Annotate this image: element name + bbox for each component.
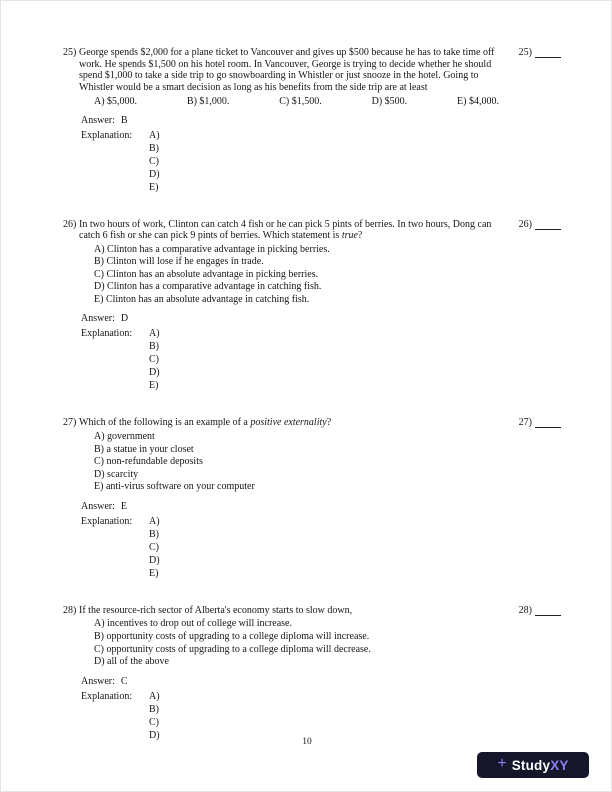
answer-label: Answer: xyxy=(81,114,115,126)
explanation-label: Explanation: xyxy=(81,129,133,141)
explanation-item: E) xyxy=(149,567,159,579)
answer-blank xyxy=(535,229,561,230)
choice-item: E) Clinton has an absolute advantage in catching fish. xyxy=(94,293,310,305)
explanation-item: C) xyxy=(149,716,159,728)
margin-question-number: 26) xyxy=(518,218,532,230)
margin-question-number: 27) xyxy=(518,417,532,429)
explanation-item: B) xyxy=(149,528,159,540)
explanation-item: C) xyxy=(149,354,159,366)
question-stem xyxy=(79,605,503,617)
question-number: 28) xyxy=(63,604,77,616)
answer-blank xyxy=(535,615,561,616)
explanation-item: D) xyxy=(149,729,160,741)
choice-item: A) $5,000. xyxy=(94,96,138,107)
explanation-label: Explanation: xyxy=(81,690,133,702)
answer-label: Answer: xyxy=(81,675,115,687)
choice-item: A) Clinton has a comparative advantage in picking berries. xyxy=(94,243,330,255)
logo-study-text: Study xyxy=(511,757,551,773)
choices-list xyxy=(79,242,503,307)
stem-text: If the resource-rich sector of Alberta's economy starts to slow down, xyxy=(79,604,353,616)
question-number: 26) xyxy=(63,218,77,230)
explanation-label: Explanation: xyxy=(81,515,133,527)
choices-list xyxy=(79,616,503,668)
answer-line xyxy=(81,676,561,688)
choice-item: A) incentives to drop out of college will increase. xyxy=(94,618,292,630)
choice-item: A) government xyxy=(94,430,155,442)
answer-value: D xyxy=(120,313,129,325)
stem-italic-text: positive externality xyxy=(250,417,327,429)
margin-answer-slot xyxy=(519,47,561,59)
choice-item: C) $1,500. xyxy=(279,96,322,107)
answer-blank xyxy=(535,57,561,58)
stem-text: George spends $2,000 for a plane ticket to Vancouver and gives up $500 because he has to take time off work. He spends $1,500 on his hotel room. In Vancouver, George is trying to decide whether he should spend $1,000 to take a side trip to go snowboarding in Whistler or just snooze in the hotel. Going to Whistler would be a smart decision as long as his benefits from the side trip are at least xyxy=(79,47,495,93)
answer-value: C xyxy=(120,675,128,687)
explanation-item: D) xyxy=(149,554,160,566)
studyxy-logo xyxy=(477,752,589,778)
choice-item: D) $500. xyxy=(371,96,408,107)
page-content xyxy=(63,47,561,767)
answer-value: E xyxy=(120,500,127,512)
question-block-27 xyxy=(63,417,561,579)
question-stem xyxy=(79,47,503,93)
margin-question-number: 28) xyxy=(518,604,532,616)
margin-answer-slot xyxy=(519,605,561,617)
answer-line xyxy=(81,115,561,127)
question-block-28 xyxy=(63,605,561,742)
choice-item: C) Clinton has an absolute advantage in picking berries. xyxy=(94,268,319,280)
explanation-item: A) xyxy=(149,690,160,702)
explanation-item: B) xyxy=(149,341,159,353)
choice-item: D) scarcity xyxy=(94,468,139,480)
page-number: 10 xyxy=(302,737,312,747)
choices-row xyxy=(79,93,503,108)
choice-item: B) a statue in your closet xyxy=(94,443,194,455)
explanation-item: B) xyxy=(149,142,159,154)
explanation-item: A) xyxy=(149,328,160,340)
choice-item: E) anti-virus software on your computer xyxy=(94,481,255,493)
plus-icon: + xyxy=(497,755,507,772)
question-number: 25) xyxy=(63,47,77,58)
choice-item: B) opportunity costs of upgrading to a college diploma will increase. xyxy=(94,631,370,643)
choice-item: C) opportunity costs of upgrading to a college diploma will decrease. xyxy=(94,643,371,655)
choice-item: C) non-refundable deposits xyxy=(94,456,203,468)
choice-item: B) $1,000. xyxy=(186,96,230,107)
stem-text: Which of the following is an example of a xyxy=(79,417,251,429)
explanation-item: D) xyxy=(149,367,160,379)
explanation-item: E) xyxy=(149,380,159,392)
answer-value: B xyxy=(120,114,128,126)
stem-text: ? xyxy=(326,417,332,429)
choice-item: B) Clinton will lose if he engages in trade. xyxy=(94,256,264,268)
explanation-label: Explanation: xyxy=(81,328,133,340)
margin-answer-slot xyxy=(519,417,561,429)
choice-item: D) Clinton has a comparative advantage in catching fish. xyxy=(94,281,322,293)
explanation-item: B) xyxy=(149,703,159,715)
explanation-block xyxy=(81,327,561,392)
explanation-block xyxy=(81,129,561,194)
question-stem xyxy=(79,219,503,242)
question-number: 27) xyxy=(63,417,77,429)
question-block-26 xyxy=(63,219,561,393)
logo-xy-text: XY xyxy=(550,757,569,773)
explanation-item: C) xyxy=(149,155,159,167)
margin-question-number: 25) xyxy=(518,47,532,58)
explanation-block xyxy=(81,515,561,580)
answer-blank xyxy=(535,427,561,428)
stem-text: ? xyxy=(357,230,363,241)
answer-line xyxy=(81,313,561,325)
margin-answer-slot xyxy=(519,219,561,231)
stem-text: In two hours of work, Clinton can catch 4 fish or he can pick 5 pints of berries. In two hours, Dong can catch 6 fish or she can pick 9 pints of berries. Which statement is xyxy=(79,218,492,241)
explanation-item: A) xyxy=(149,129,160,141)
choice-item: E) $4,000. xyxy=(457,96,499,107)
explanation-item: D) xyxy=(149,168,160,180)
stem-italic-text: true xyxy=(341,230,358,241)
explanation-block xyxy=(81,690,561,742)
explanation-item: E) xyxy=(149,181,159,193)
choices-list xyxy=(79,429,503,494)
answer-label: Answer: xyxy=(81,313,115,325)
choice-item: D) all of the above xyxy=(94,656,169,668)
answer-label: Answer: xyxy=(81,500,115,512)
explanation-item: A) xyxy=(149,515,160,527)
question-block-25 xyxy=(63,47,561,194)
answer-line xyxy=(81,501,561,513)
explanation-item: C) xyxy=(149,541,159,553)
question-stem xyxy=(79,417,503,429)
